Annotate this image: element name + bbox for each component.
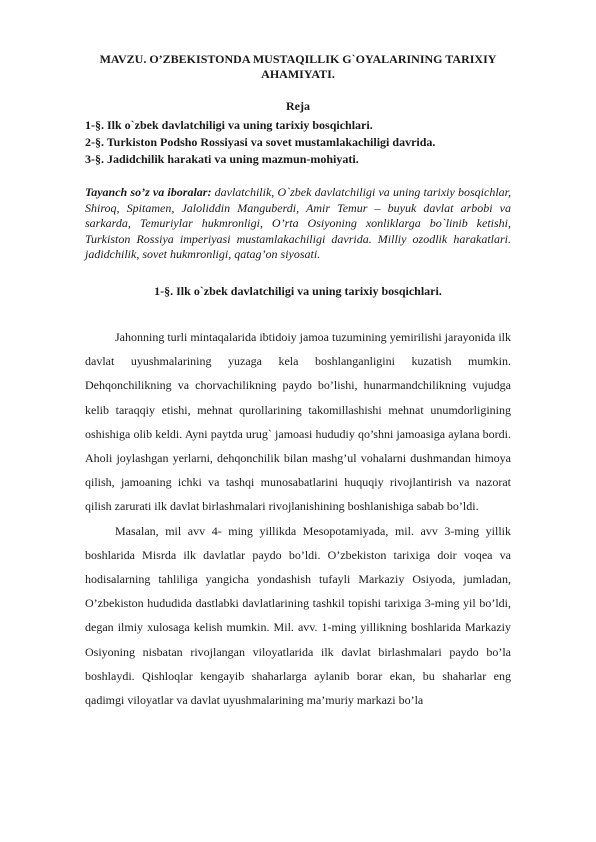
body-paragraph: Jahonning turli mintaqalarida ibtidoiy jamoa tuzumining yemirilishi jarayonida ilk davlat uyushmalarining yuzaga kela boshlanganligini kuzatish mumkin. Dehqonchilikning va chorvachilikning paydo bo’lishi, hunarmandchilikning vujudga kelib taraqqiy etishi, mehnat qurollarining takomillashishi mehnat unumdorligining oshishiga olib keldi. Ayni paytda urug` jamoasi hududiy qo’shni jamoasiga aylana bordi. Aholi joylashgan yerlarni, dehqonchilik bilan mashg’ul vohalarni dushmandan himoya qilish, jamoaning ichki va tashqi munosabatlarini huquqiy rivojlantirish va nazorat qilish zarurati ilk davlat birlashmalari rivojlanishining boshlanishiga sabab bo’ldi. — [85, 329, 511, 514]
plan-list — [85, 117, 511, 168]
body-paragraph: Masalan, mil avv 4- ming yillikda Mesopotamiyada, mil. avv 3-ming yillik boshlarida Misrda ilk davlatlar paydo bo’ldi. O’zbekiston tarixiga doir voqea va hodisalarning tahliliga yangicha yondashish tufayli Markaziy Osiyoda, jumladan, O’zbekiston hududida dastlabki davlatlarining tashkil topishi tarixiga 3-ming yil bo’ldi, degan ilmiy xulosaga kelish mumkin. Mil. avv. 1-ming yillikning boshlarida Markaziy Osiyoning nisbatan rivojlangan viloyatlarida ilk davlat birlashmalari paydo bo’la boshlaydi. Qishloqlar kengayib shaharlarga aylanib borar ekan, bu shaharlar eng qadimgi viloyatlar va davlat uyushmalarining ma’muriy markazi bo’la — [85, 523, 511, 708]
keywords-label: Tayanch so’z va iboralar: — [85, 185, 212, 199]
plan-item: 3-§. Jadidchilik harakati va uning mazmun-mohiyati. — [85, 152, 359, 166]
keywords-text: davlatchilik, O`zbek davlatchiligi va uning tarixiy bosqichlar, Shiroq, Spitamen, Jaloliddin Manguberdi, Amir Temur – buyuk davlat arbobi va sarkarda, Temuriylar hukmronligi, O’rta Osiyoning xonliklarga bo`linib ketishi, Turkiston Rossiya imperiyasi mustamlakachiligi davrida. Milliy ozodlik harakatlari. jadidchilik, sovet hukmronligi, qatag’on siyosati. — [85, 185, 512, 262]
plan-item: 2-§. Turkiston Podsho Rossiyasi va sovet mustamlakachiligi davrida. — [85, 135, 436, 149]
plan-heading: Reja — [286, 99, 310, 113]
document-page — [85, 52, 511, 712]
document-title: MAVZU. O’ZBEKISTONDA MUSTAQILLIK G`OYALARINING TARIXIY AHAMIYATI. — [99, 52, 497, 81]
plan-item: 1-§. Ilk o`zbek davlatchiligi va uning tarixiy bosqichlari. — [85, 118, 373, 132]
keywords-block — [85, 185, 511, 263]
section-heading: 1-§. Ilk o`zbek davlatchiligi va uning tarixiy bosqichlari. — [154, 283, 442, 298]
